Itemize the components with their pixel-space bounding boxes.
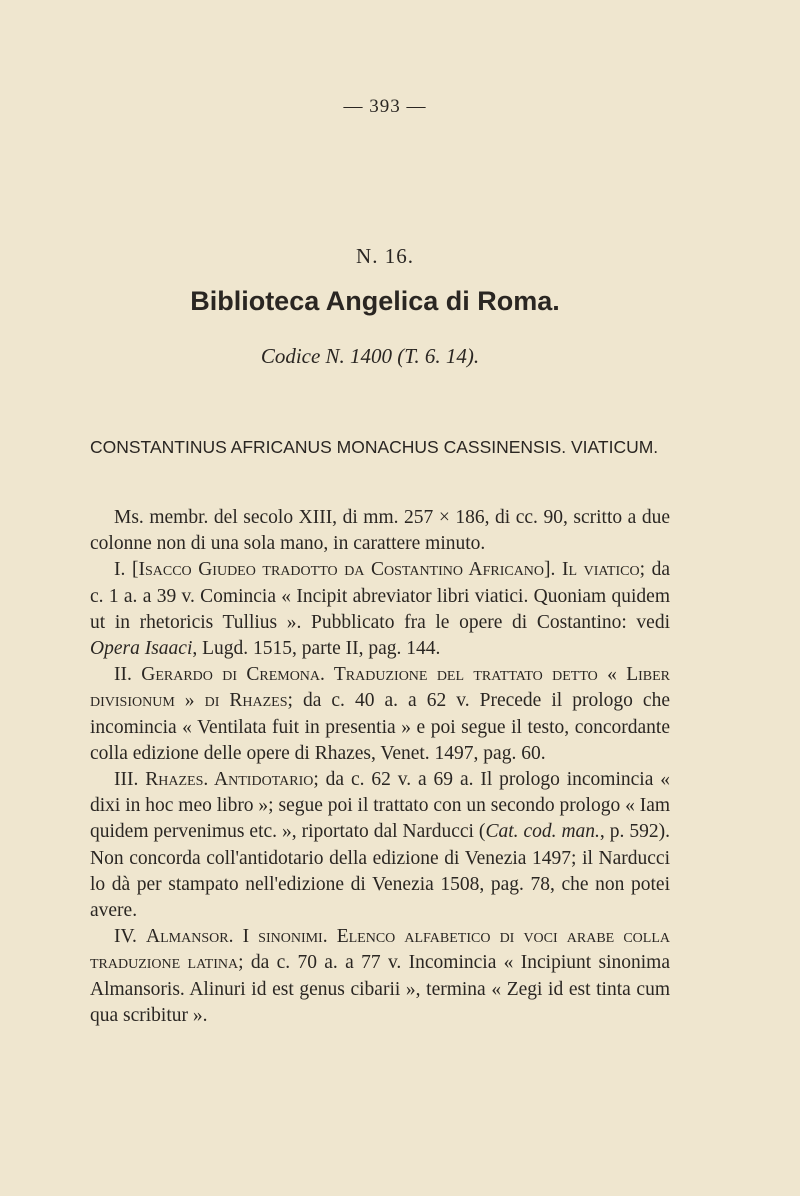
work-heading: CONSTANTINUS AFRICANUS MONACHUS CASSINENSIS. VIATICUM. [90,437,659,457]
entry-1-text-end: , Lugd. 1515, parte II, pag. 144. [192,638,441,660]
manuscript-description: Ms. membr. del secolo XIII, di mm. 257 × 186, di cc. 90, scritto a due colonne non di una sola mano, in carattere minuto. [90,507,670,555]
entry-4-numeral: IV. [114,926,137,948]
entry-2 [90,662,670,767]
document-number: N. 16. [356,244,414,268]
entry-2-title: Gerardo di Cremona. Traduzione del trattato detto « Liber divisionum » di Rhazes [90,664,671,712]
entry-1-title: [Isacco Giudeo tradotto da Costantino Africano]. Il viatico [131,559,640,581]
entry-1-reference: Opera Isaaci [90,638,193,660]
entry-4-text: ; da c. 70 a. a 77 v. Incomincia « Incipiunt sinonima Almansoris. Alinuri id est genus cibarii », termina « Zegi id est tinta cum qua scribitur ». [90,952,670,1026]
entry-3 [90,767,670,924]
entry-3-reference: Cat. cod. man. [485,821,600,843]
entry-1-numeral: I. [114,559,126,581]
entry-1-text: ; da c. 1 a. a 39 v. Comincia « Incipit abreviator libri viatici. Quoniam quidem ut in rhetoricis Tullius ». Pubblicato fra le opere di Costantino: vedi [90,559,671,633]
entry-2-numeral: II. [114,664,132,686]
body-text [90,505,670,1029]
entry-4 [90,924,670,1029]
entry-2-text: ; da c. 40 a. a 62 v. Precede il prologo che incomincia « Ventilata fuit in presentia » e poi segue il testo, concordante colla edizione delle opere di Rhazes, Venet. 1497, pag. 60. [90,690,670,764]
codex-reference: Codice N. 1400 (T. 6. 14). [260,344,480,368]
entry-4-title: Almansor. I sinonimi. Elenco alfabetico di voci arabe colla traduzione latina [90,926,670,974]
entry-3-text-end: , p. 592). Non concorda coll'antidotario della edizione di Venezia 1497; il Narducci lo dà per stampato nell'edizione di Venezia 1508, pag. 78, che non potei avere. [90,821,670,922]
page-number: — 393 — [343,96,427,117]
entry-3-title: Rhazes. Antidotario [145,769,314,791]
entry-3-numeral: III. [114,769,139,791]
entry-3-text: ; da c. 62 v. a 69 a. Il prologo incomincia « dixi in hoc meo libro »; segue poi il trattato con un secondo prologo « Iam quidem pervenimus etc. », riportato dal Narducci ( [90,769,671,843]
entry-1 [90,557,670,662]
library-title: Biblioteca Angelica di Roma. [190,286,560,316]
